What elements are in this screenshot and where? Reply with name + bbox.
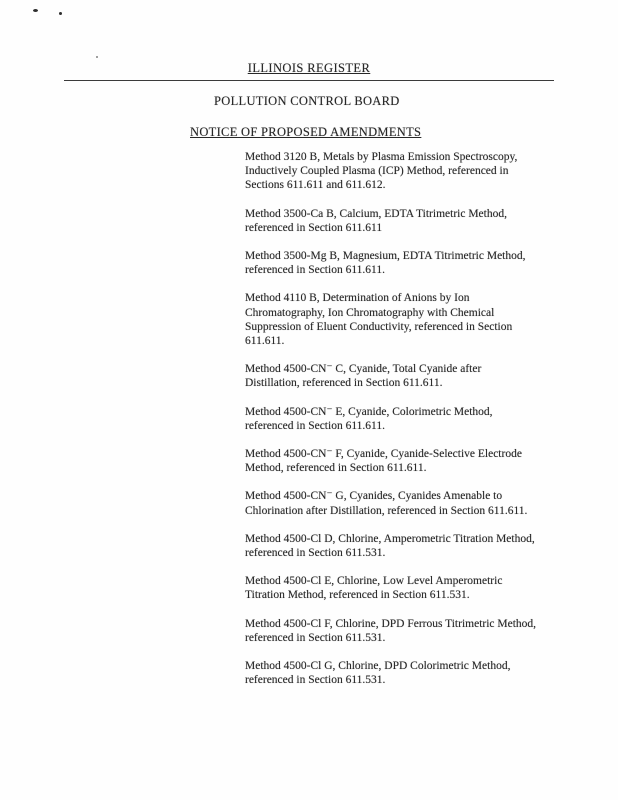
method-paragraph: Method 4500-CN⁻ G, Cyanides, Cyanides Amenable to Chlorination after Distillation, referenced in Section 611.611. xyxy=(245,490,528,517)
scan-speck xyxy=(96,56,98,58)
method-paragraph: Method 4500-Cl F, Chlorine, DPD Ferrous Titrimetric Method, referenced in Section 611.531. xyxy=(245,617,537,644)
method-paragraph: Method 3120 B, Metals by Plasma Emission Spectroscopy, Inductively Coupled Plasma (ICP) Method, referenced in Sections 611.611 and 611.612. xyxy=(245,151,518,192)
scan-speck xyxy=(59,12,62,15)
method-paragraph: Method 4500-Cl G, Chlorine, DPD Colorimetric Method, referenced in Section 611.531. xyxy=(245,660,511,687)
board-heading: POLLUTION CONTROL BOARD xyxy=(214,94,400,108)
method-paragraph: Method 3500-Ca B, Calcium, EDTA Titrimetric Method, referenced in Section 611.611 xyxy=(245,207,507,234)
method-list xyxy=(245,150,538,701)
method-paragraph: Method 4500-CN⁻ F, Cyanide, Cyanide-Selective Electrode Method, referenced in Section 611.611. xyxy=(245,448,522,475)
header-rule xyxy=(64,80,554,81)
notice-heading: NOTICE OF PROPOSED AMENDMENTS xyxy=(190,125,422,139)
method-paragraph: Method 4500-CN⁻ C, Cyanide, Total Cyanide after Distillation, referenced in Section 611.611. xyxy=(245,363,482,390)
register-title: ILLINOIS REGISTER xyxy=(247,61,371,75)
method-paragraph: Method 4110 B, Determination of Anions by Ion Chromatography, Ion Chromatography with Chemical Suppression of Eluent Conductivity, referenced in Section 611.611. xyxy=(245,292,513,348)
method-paragraph: Method 4500-Cl E, Chlorine, Low Level Amperometric Titration Method, referenced in Section 611.531. xyxy=(245,575,503,602)
method-paragraph: Method 4500-CN⁻ E, Cyanide, Colorimetric Method, referenced in Section 611.611. xyxy=(245,405,493,432)
scan-speck xyxy=(33,9,38,12)
method-paragraph: Method 4500-Cl D, Chlorine, Amperometric Titration Method, referenced in Section 611.531. xyxy=(245,532,535,560)
method-paragraph: Method 3500-Mg B, Magnesium, EDTA Titrimetric Method, referenced in Section 611.611. xyxy=(245,250,526,277)
